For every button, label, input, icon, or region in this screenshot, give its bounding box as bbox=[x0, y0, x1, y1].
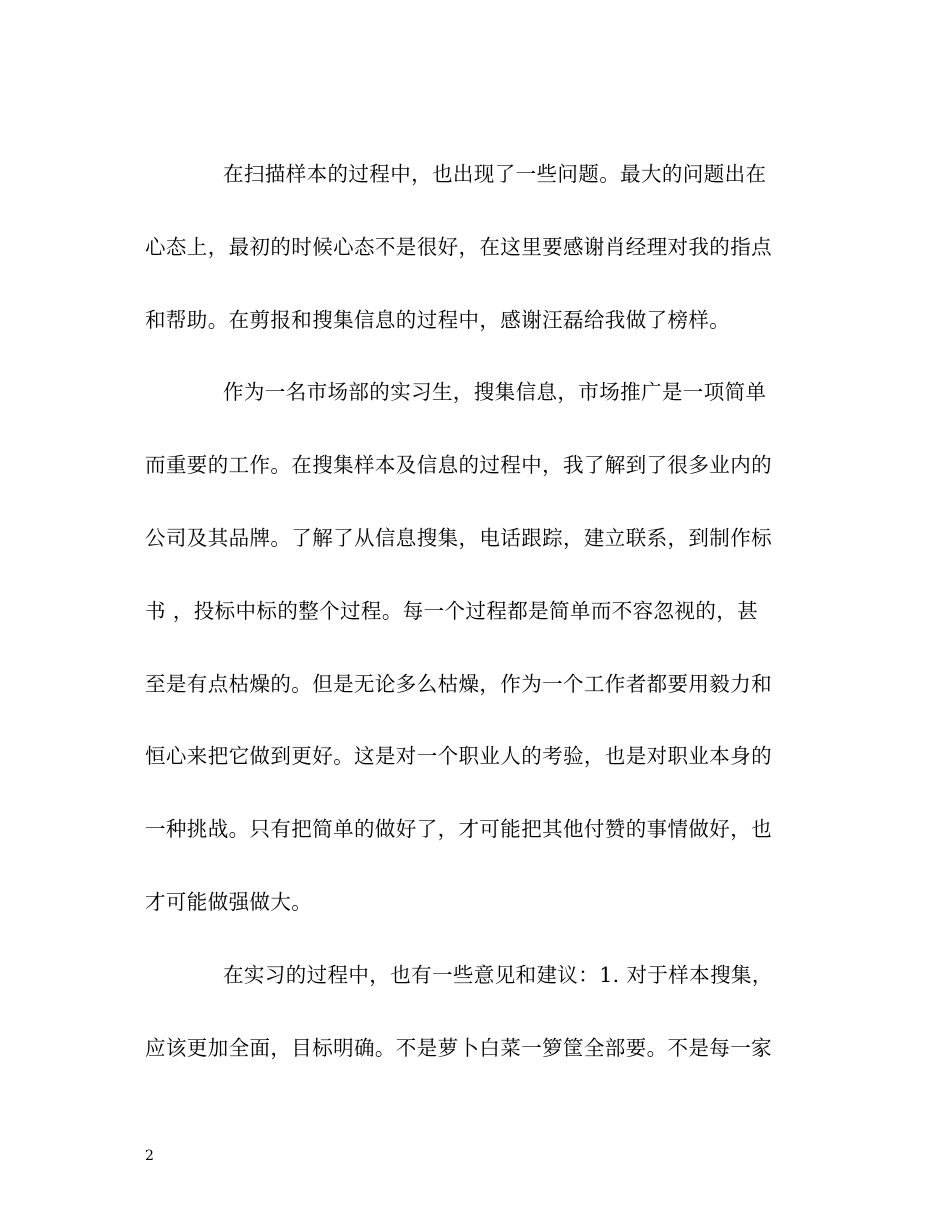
text-line: 应该更加全面，目标明确。不是萝卜白菜一箩筐全部要。不是每一家 bbox=[145, 1035, 772, 1060]
text-line: 至是有点枯燥的。但是无论多么枯燥，作为一个工作者都要用毅力和 bbox=[145, 671, 772, 696]
text-line: 才可能做强做大。 bbox=[145, 889, 313, 914]
text-line: 在扫描样本的过程中，也出现了一些问题。最大的问题出在 bbox=[223, 162, 767, 186]
text-line: 在实习的过程中，也有一些意见和建议：1. 对于样本搜集， bbox=[223, 962, 773, 987]
paragraph-intern-work bbox=[145, 356, 805, 938]
text-line: 心态上，最初的时候心态不是很好，在这里要感谢肖经理对我的指点 bbox=[145, 234, 772, 259]
text-line: 公司及其品牌。了解了从信息搜集，电话跟踪，建立联系，到制作标 bbox=[145, 525, 772, 550]
text-line: 一种挑战。只有把简单的做好了，才可能把其他付赞的事情做好，也 bbox=[145, 817, 772, 842]
document-body bbox=[145, 138, 805, 1084]
text-line: 恒心来把它做到更好。这是对一个职业人的考验，也是对职业本身的 bbox=[145, 744, 772, 769]
paragraph-suggestions bbox=[145, 939, 805, 1085]
text-line: 和帮助。在剪报和搜集信息的过程中，感谢汪磊给我做了榜样。 bbox=[145, 307, 731, 332]
text-line: 书 ，投标中标的整个过程。每一个过程都是简单而不容忽视的，甚 bbox=[145, 598, 759, 623]
text-line: 而重要的工作。在搜集样本及信息的过程中，我了解到了很多业内的 bbox=[145, 453, 772, 478]
paragraph-scanning-issues bbox=[145, 138, 805, 356]
page-number: 2 bbox=[145, 1148, 154, 1164]
text-line: 作为一名市场部的实习生，搜集信息，市场推广是一项简单 bbox=[223, 380, 767, 405]
